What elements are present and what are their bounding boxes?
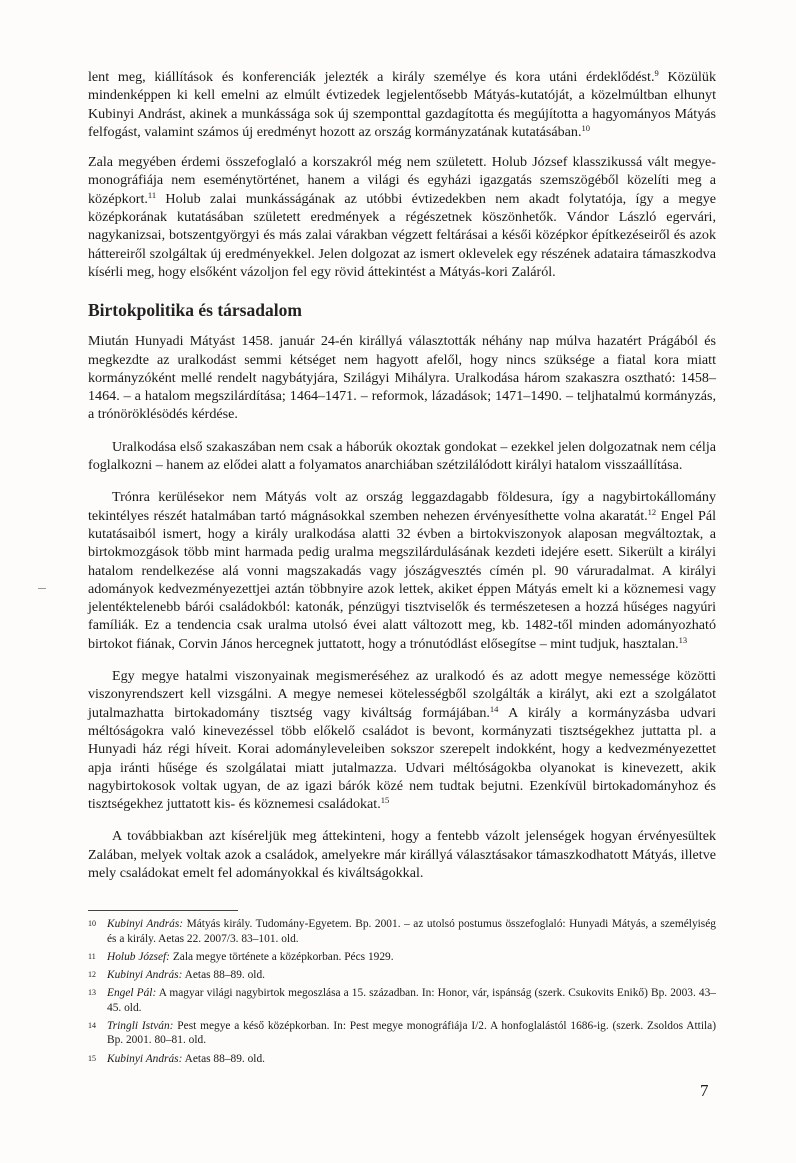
- footnote-ref-9[interactable]: 9: [654, 68, 659, 78]
- footnote-text: Pest megye a késő középkorban. In: Pest megye monográfiája I/2. A honfoglalástól 1686-ig. (szerk. Zsoldos Attila) Bp. 2001. 80–81. old.: [107, 1020, 716, 1047]
- footnote-text: A magyar világi nagybirtok megoszlása a 15. században. In: Honor, vár, ispánság (szerk. Csukovits Enikő) Bp. 2003. 43–45. old.: [107, 987, 717, 1014]
- footnote-number: 12: [88, 970, 96, 980]
- footnote-author: Kubinyi András:: [107, 918, 184, 931]
- footnote-text: Zala megye története a középkorban. Pécs 1929.: [169, 950, 394, 963]
- section-heading: Birtokpolitika és társadalom: [88, 300, 302, 321]
- paragraph-intro-1: lent meg, kiállítások és konferenciák jelezték a király személye és kora utáni érdeklődést.$^9$ Közülük mindenképpen ki kell emelni az elmúlt évtizedek legjelentősebb Mátyás-kutatóját, a közelmúltban elhunyt Kubinyi Andrást, akinek a munkássága sok új szemponttal gazdagította és megújította a hagyományos Mátyás felfogást, valamint számos új eredményt hozott az ország kormányzatának kutatásában.$^{10}$: [88, 68, 716, 140]
- margin-mark: [38, 588, 46, 589]
- page-number: 7: [700, 1081, 709, 1100]
- footnote: [88, 917, 716, 946]
- footnote-number: 15: [88, 1053, 96, 1063]
- footnote-number: 13: [88, 988, 96, 998]
- footnote-author: Kubinyi András:: [107, 969, 183, 982]
- paragraph-section-3: Trónra kerülésekor nem Mátyás volt az ország leggazdagabb földesura, így a nagybirtokállomány tekintélyes részét hatalmában tartó mágnásokkal szemben nehezen érvényesíthette volna akaratát.$^{12}$ Engel Pál kutatásaiból ismert, hogy a király uralkodása alatti 32 évben a birtokviszonyok alaposan megváltoztak, a birtokmozgások több mint harmada pedig uralma megszilárdulásának kezdeti idejére esett. Sikerült a királyi hatalom rendelkezése alá vonni magszakadás vagy jószágvesztés címén pl. 90 váruradalmat. A királyi adományok kedvezményezettjei aztán többnyire azok lettek, akiket éppen Mátyás emelt ki a köznemesi vagy jelentéktelenebb bárói családokból: katonák, pénzügyi tisztviselők és természetesen a hozzá hűséges nagyúri famíliák. Ez a tendencia csak uralma utolsó évei alatt változott meg, kb. 1482-től minden adományozható birtokot fiának, Corvin János hercegnek juttatott, hogy a trónutódlást elősegítse – mint tudjuk, hasztalan.$^{13}$: [88, 489, 716, 652]
- footnote-text: Aetas 88–89. old.: [182, 969, 265, 982]
- footnote-author: Engel Pál:: [107, 987, 157, 1000]
- footnote-number: 11: [88, 951, 96, 961]
- footnote-ref-13[interactable]: 13: [678, 634, 688, 645]
- footnote: [88, 986, 716, 1015]
- footnote-author: Holub József:: [107, 950, 170, 963]
- footnote: [88, 950, 716, 964]
- footnote-text: Aetas 88–89. old.: [182, 1052, 265, 1065]
- footnote: [88, 1052, 716, 1066]
- paragraph-section-2: Uralkodása első szakaszában nem csak a háborúk okoztak gondokat – ezekkel jelen dolgozatnak nem célja foglalkozni – hanem az elődei alatt a folyamatos anarchiában szétzilálódott királyi hatalom visszaállítása.: [88, 438, 716, 474]
- footnote-author: Kubinyi András:: [107, 1052, 183, 1065]
- footnote-author: Tringli István:: [107, 1020, 174, 1033]
- footnote-ref-10[interactable]: 10: [581, 122, 590, 133]
- footnote-number: 10: [88, 919, 96, 929]
- paragraph-section-1: Miután Hunyadi Mátyást 1458. január 24-én királlyá választották néhány nap múlva hazatért Prágából és megkezdte az uralkodást semmi kétséget nem hagyott afelől, hogy nincs szüksége a fiatal kora miatt kormányzóként mellé rendelt nagybátyjára, Szilágyi Mihályra. Uralkodása három szakaszra osztható: 1458–1464. – a hatalom megszilárdítása; 1464–1471. – reformok, lázadások; 1471–1490. – teljhatalmú kormányzás, a trónöröklésödés kérdése.: [88, 333, 716, 423]
- paragraph-intro-2: Zala megyében érdemi összefoglaló a korszakról még nem született. Holub József klasszikussá vált megye-monográfiája nem eseménytörténet, hanem a világi és egyházi igazgatás szemszögéből közelíti meg a középkort.$^{11}$ Holub zalai munkásságának az utóbbi évtizedekben nem akadt folytatója, így a megye középkorának kutatásában született eredmények a régészetnek köszönhetők. Vándor László egervári, nagykanizsai, botszentgyörgyi és más zalai várakban végzett feltárásai a késői középkor építkezéseiről és azok háttereiről szolgáltak új eredményekkel. Jelen dolgozat az ismert oklevelek egy részének adataira támaszkodva kísérli meg, hogy elsőként vázoljon fel egy rövid áttekintést a Mátyás-kori Zaláról.: [88, 154, 716, 280]
- footnote-text: Mátyás király. Tudomány-Egyetem. Bp. 2001. – az utolsó postumus összefoglaló: Hunyadi Mátyás, a személyiség és a király. Aetas 22. 2007/3. 83–101. old.: [107, 918, 716, 945]
- page-body: [88, 68, 716, 1070]
- footnote-ref-14[interactable]: 14: [489, 703, 499, 714]
- paragraph-section-5: A továbbiakban azt kíséreljük meg áttekinteni, hogy a fentebb vázolt jelenségek hogyan érvényesültek Zalában, melyek voltak azok a családok, amelyekre már királlyá választásakor támaszkodhatott Mátyás, illetve mely családokat emelt fel adományokkal és kiváltságokkal.: [88, 828, 716, 881]
- footnotes: [88, 917, 716, 1066]
- footnote-number: 14: [88, 1021, 96, 1031]
- footnote-divider: [88, 910, 238, 911]
- footnote: [88, 968, 716, 982]
- footnote: [88, 1019, 716, 1048]
- footnote-ref-15[interactable]: 15: [380, 795, 390, 806]
- paragraph-section-4: Egy megye hatalmi viszonyainak megismeréséhez az uralkodó és az adott megye nemessége közötti viszonyrendszert kell vizsgálni. A megye nemesei kötelességből szolgálták a királyt, aki ezt a szolgálatot jutalmazhatta birtokadomány tisztség vagy kiváltság formájában.$^{14}$ A király a kormányzásba udvari méltóságokra való kinevezéssel több előkelő családot is bevont, kormányzati tisztségekhez juttatta pl. a Hunyadi ház régi híveit. Korai adományleveleiben sokszor szerepelt indokként, hogy a kedvezményezettet apja iránti hűsége és szolgálatai miatt jutalmazza. Udvari méltóságokba olyanokat is kinevezett, akik nagybirtokosok voltak ugyan, de az igazi bárók közé nem tudtak bejutni. Ezenkívül birtokadományhoz és tisztségekhez juttatott kis- és köznemesi családokat.$^{15}$: [88, 668, 716, 813]
- footnote-ref-12[interactable]: 12: [647, 506, 657, 517]
- footnote-ref-11[interactable]: 11: [147, 189, 157, 200]
